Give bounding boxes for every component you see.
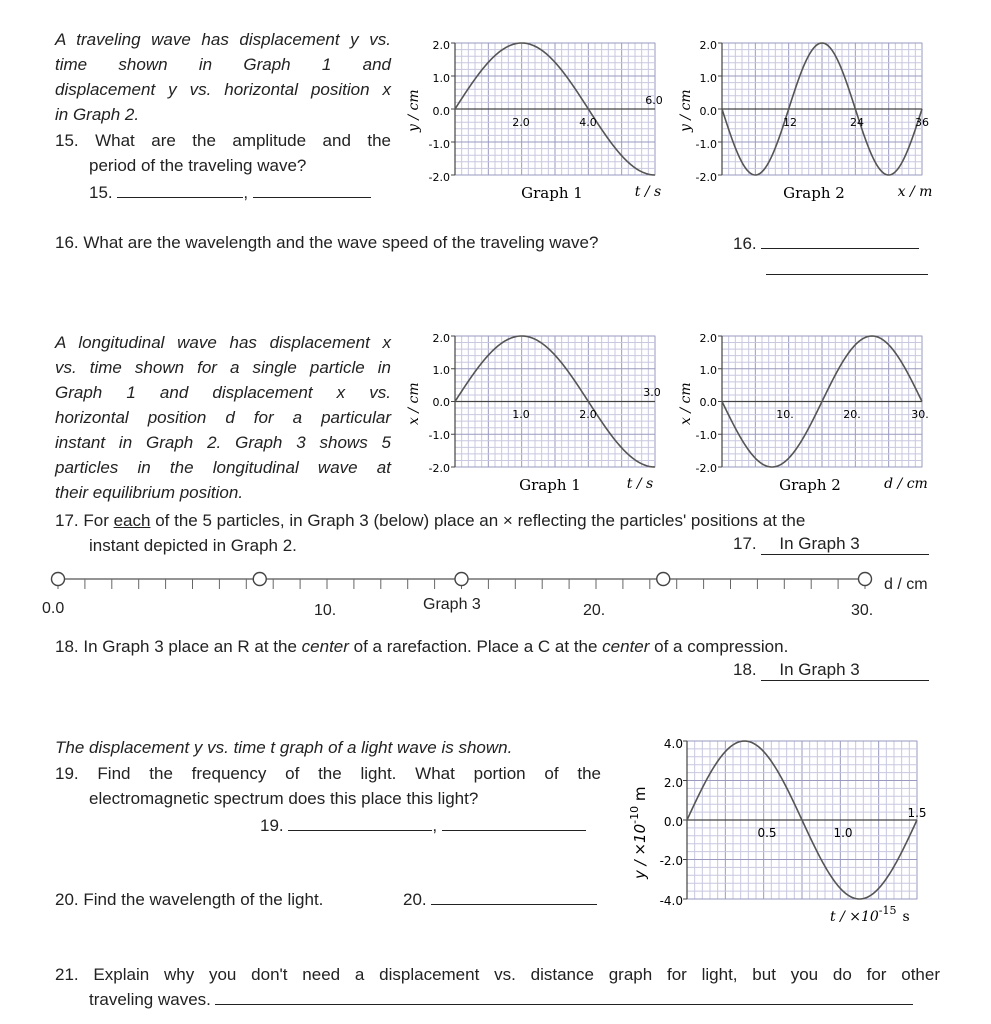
y-tick: -4.0 [659,894,683,908]
q17-prefix: 17. For [55,511,114,530]
answer-19-num: 19. [260,816,284,835]
question-20: 20. Find the wavelength of the light. [55,890,324,909]
y-tick: -2.0 [695,171,717,184]
answer-15-blank-b[interactable] [253,180,371,198]
y-ticks [429,39,450,184]
x-tick: 2.0 [512,116,530,129]
y-tick: -2.0 [695,462,717,475]
y-tick: 1.0 [699,364,717,377]
x-tick: 12 [783,116,797,129]
x-axis-unit: t / s [626,476,654,492]
y-tick: -1.0 [695,138,717,151]
particle [253,573,266,586]
question-19-line: electromagnetic spectrum does this place this light? [89,789,479,808]
grid [718,336,922,467]
x-tick: 1.5 [907,806,927,820]
intro-line: displacement y vs. horizontal position x [55,80,391,99]
intro-line: horizontal position d for a particular [55,408,391,427]
grid [451,336,655,467]
question-18 [55,634,788,659]
x-tick: 3.0 [643,386,661,399]
graph3-label-10: 10. [314,602,337,619]
graph3-label-20: 20. [583,602,606,619]
answer-18 [733,660,929,681]
answer-16 [733,231,919,254]
answer-15-blank-a[interactable] [117,180,243,198]
x-tick: 0.5 [757,826,777,840]
y-ticks [696,332,717,475]
graph-title: Graph 2 [783,184,845,202]
intro-line: instant in Graph 2. Graph 3 shows 5 [55,433,391,452]
y-axis-label: y / cm [678,89,694,132]
q18-a: 18. In Graph 3 place an R at the [55,637,302,656]
x-tick: 4.0 [579,116,597,129]
q18-center2: center [602,637,650,656]
y-tick: -1.0 [695,429,717,442]
question-21-line: 21. Explain why you don't need a displacement vs. distance graph for light, but you do for other [55,965,940,984]
particle [455,573,468,586]
question-19 [55,761,601,811]
answer-15-num: 15. [89,183,113,202]
answer-17-text: In Graph 3 [779,534,860,553]
answer-19-blank-a[interactable] [288,813,432,831]
question-15-line: 15. What are the amplitude and the [55,131,391,150]
y-tick: 1.0 [432,364,450,377]
y-axis-label [628,787,649,880]
answer-20 [403,887,597,910]
graph-title: Graph 1 [521,184,583,202]
question-17-line2: instant depicted in Graph 2. [89,536,297,555]
y-tick: 0.0 [699,396,717,409]
y-label-main: y / ×10 [631,823,649,879]
y-tick: -2.0 [428,171,450,184]
answer-17-num: 17. [733,534,757,553]
answer-16-num: 16. [733,234,757,253]
answer-17-value[interactable] [761,534,929,555]
intro-line: Graph 1 and displacement x vs. [55,383,391,402]
answer-20-num: 20. [403,890,427,909]
answer-17 [733,534,929,555]
x-tick: 20. [843,408,861,421]
graph3-label-30: 30. [851,602,874,619]
intro-line: their equilibrium position. [55,483,244,502]
y-axis-label-main [628,787,649,880]
x-unit-exp: -15 [878,904,897,917]
y-tick: 0.0 [699,105,717,118]
q18-center1: center [301,637,349,656]
y-tick: 1.0 [432,72,450,85]
y-label-unit: m [631,786,649,806]
answer-16-blank-a[interactable] [761,231,919,249]
x-tick: 6.0 [645,94,663,107]
q17-rest: of the 5 particles, in Graph 3 (below) place an × reflecting the particles' positions at the [150,511,806,530]
x-tick: 1.0 [512,408,530,421]
question-17-line1 [55,508,940,533]
answer-18-text: In Graph 3 [779,660,860,679]
y-tick: 2.0 [663,776,683,790]
x-tick: 10. [776,408,794,421]
s1-graph2 [670,28,950,208]
x-tick: 30. [911,408,929,421]
x-unit-main: t / ×10 [830,909,879,925]
section1-intro [55,27,391,127]
intro-line: A longitudinal wave has displacement x [55,333,391,352]
particle [859,573,872,586]
y-tick: -2.0 [428,462,450,475]
answer-18-num: 18. [733,660,757,679]
x-axis-unit [830,904,910,925]
question-15 [55,128,391,178]
q17-each: each [113,511,151,530]
y-label-exp: -10 [628,805,641,824]
s1-graph1 [400,28,670,208]
question-15-line: period of the traveling wave? [89,156,307,175]
question-21 [55,962,940,1012]
s2-graph2 [670,323,950,498]
y-tick: 4.0 [663,737,683,751]
particle [52,573,65,586]
graph-title: Graph 1 [519,476,581,494]
x-tick: 2.0 [579,408,597,421]
answer-16-blank-b[interactable] [766,274,928,275]
graph3-label-0: 0.0 [42,600,65,617]
y-ticks [429,332,450,475]
graph-title: Graph 2 [779,476,841,494]
question-21-line2 [55,987,940,1012]
answer-21-blank[interactable] [215,987,913,1005]
answer-15 [89,180,371,203]
particle [657,573,670,586]
graph3-unit: d / cm [884,576,928,593]
y-tick: 0.0 [432,105,450,118]
y-tick: 2.0 [699,332,717,345]
y-axis-label: y / cm [406,89,422,132]
grid [718,43,922,175]
x-axis-unit: t / s [634,184,662,200]
y-ticks [696,39,717,184]
x-unit-unit: s [902,909,910,925]
y-tick: 2.0 [432,39,450,52]
s3-graph [615,733,945,933]
question-19-line: 19. Find the frequency of the light. What portion of the [55,764,601,783]
y-axis-label: x / cm [678,382,694,425]
x-axis-unit: x / m [897,184,933,200]
x-tick: 24 [850,116,864,129]
y-tick: -1.0 [428,429,450,442]
grid [683,741,917,899]
intro-line: particles in the longitudinal wave at [55,458,391,477]
x-tick: 36 [915,116,929,129]
question-21-line2-text: traveling waves. [89,990,211,1009]
y-tick: 2.0 [699,39,717,52]
grid [451,43,655,175]
answer-20-blank[interactable] [431,887,597,905]
y-axis-label: x / cm [406,382,422,425]
y-tick: 0.0 [432,396,450,409]
answer-19-blank-b[interactable] [442,813,586,831]
intro-line: A traveling wave has displacement y vs. [55,30,391,49]
intro-line: vs. time shown for a single particle in [55,358,391,377]
section3-intro: The displacement y vs. time t graph of a light wave is shown. [55,738,513,757]
intro-line: time shown in Graph 1 and [55,55,391,74]
intro-line: in Graph 2. [55,105,140,124]
answer-19-sep: , [432,816,438,835]
x-tick: 1.0 [833,826,853,840]
y-tick: -1.0 [428,138,450,151]
s2-graph1 [400,323,670,498]
graph3-title: Graph 3 [423,596,481,613]
y-ticks [660,737,683,908]
y-tick: -2.0 [659,854,683,868]
answer-19 [260,813,586,836]
question-16: 16. What are the wavelength and the wave speed of the traveling wave? [55,233,599,252]
answer-18-value[interactable] [761,660,929,681]
x-axis-unit: d / cm [884,476,928,492]
y-tick: 1.0 [699,72,717,85]
y-tick: 0.0 [663,815,683,829]
q18-c: of a compression. [649,637,789,656]
q18-b: of a rarefaction. Place a C at the [348,637,603,656]
section2-intro [55,330,391,505]
answer-15-sep: , [243,183,249,202]
y-tick: 2.0 [432,332,450,345]
